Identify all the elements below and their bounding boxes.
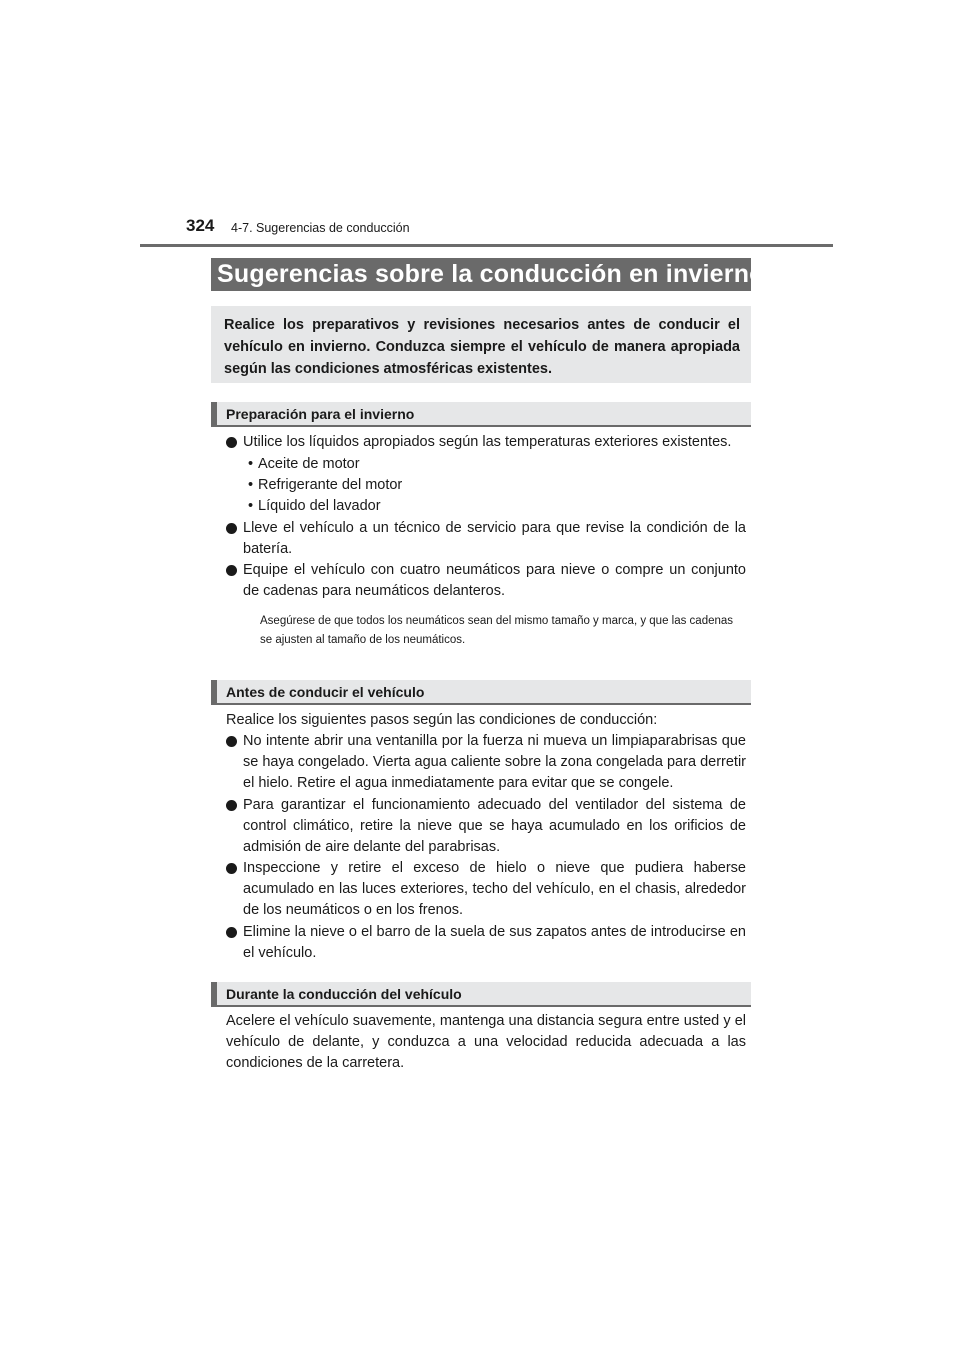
section-breadcrumb: 4-7. Sugerencias de conducción xyxy=(231,221,410,235)
note-text: Asegúrese de que todos los neumáticos sean del mismo tamaño y marca, y que las cadenas se ajusten al tamaño de los neumáticos. xyxy=(260,615,734,646)
page-title: Sugerencias sobre la conducción en invierno xyxy=(211,258,751,291)
sub-list-item xyxy=(226,496,746,517)
bullet-icon xyxy=(226,927,237,938)
list-item-text: Para garantizar el funcionamiento adecuado del ventilador del sistema de control climático, retire la nieve que se haya acumulado en los orificios de admisión de aire delante del parabrisas. xyxy=(243,796,746,855)
paragraph-text: Acelere el vehículo suavemente, mantenga una distancia segura entre usted y el vehículo de delante, y conduzca a una velocidad reducida adecuada a las condiciones de la carretera. xyxy=(226,1013,746,1071)
sub-list-item-text: Aceite de motor xyxy=(258,455,360,472)
sub-list-item xyxy=(226,454,746,475)
small-bullet-icon: • xyxy=(248,497,254,514)
list-item xyxy=(226,432,746,453)
bullet-icon xyxy=(226,863,237,874)
list-item-text: Equipe el vehículo con cuatro neumáticos para nieve o compre un conjunto de cadenas para neumáticos delanteros. xyxy=(243,562,746,599)
section-body-before-driving xyxy=(226,710,746,964)
section-heading-before-driving: Antes de conducir el vehículo xyxy=(211,680,751,705)
section-heading-during-driving: Durante la conducción del vehículo xyxy=(211,982,751,1007)
small-bullet-icon: • xyxy=(248,476,254,493)
list-item xyxy=(226,560,746,602)
bullet-icon xyxy=(226,523,237,534)
bullet-icon xyxy=(226,437,237,448)
list-item xyxy=(226,731,746,794)
sub-list-item-text: Refrigerante del motor xyxy=(258,476,403,493)
list-item xyxy=(226,795,746,858)
sub-list-item xyxy=(226,475,746,496)
section-body-during-driving xyxy=(226,1011,746,1074)
list-item-text: No intente abrir una ventanilla por la fuerza ni mueva un limpiaparabrisas que se haya congelado. Vierta agua caliente sobre la zona congelada para derretir el hielo. Retire el agua inmediatamente para evitar que se congele. xyxy=(243,733,746,791)
header-divider xyxy=(140,244,833,247)
list-item-text: Lleve el vehículo a un técnico de servicio para que revise la condición de la batería. xyxy=(243,519,746,557)
section-body-preparation xyxy=(226,432,746,650)
bullet-icon xyxy=(226,565,237,576)
list-item xyxy=(226,922,746,964)
small-bullet-icon: • xyxy=(248,455,254,472)
section-heading-preparation: Preparación para el invierno xyxy=(211,402,751,427)
intro-text: Realice los preparativos y revisiones necesarios antes de conducir el vehículo en invierno. Conduzca siempre el vehículo de manera apropiada según las condiciones atmosféricas existentes. xyxy=(224,317,740,377)
list-item xyxy=(226,858,746,921)
bullet-icon xyxy=(226,800,237,811)
list-item-text: Utilice los líquidos apropiados según las temperaturas exteriores existentes. xyxy=(243,434,732,450)
lead-text: Realice los siguientes pasos según las condiciones de conducción: xyxy=(226,712,658,728)
page-number: 324 xyxy=(186,216,215,235)
sub-list-item-text: Líquido del lavador xyxy=(258,497,381,514)
list-item-text: Inspeccione y retire el exceso de hielo o nieve que pudiera haberse acumulado en las luces exteriores, techo del vehículo, en el chasis, alrededor de los neumáticos o en los frenos. xyxy=(243,860,746,918)
intro-box xyxy=(211,306,751,383)
list-item-text: Elimine la nieve o el barro de la suela de sus zapatos antes de introducirse en el vehículo. xyxy=(243,923,746,961)
bullet-icon xyxy=(226,736,237,747)
list-item xyxy=(226,518,746,560)
